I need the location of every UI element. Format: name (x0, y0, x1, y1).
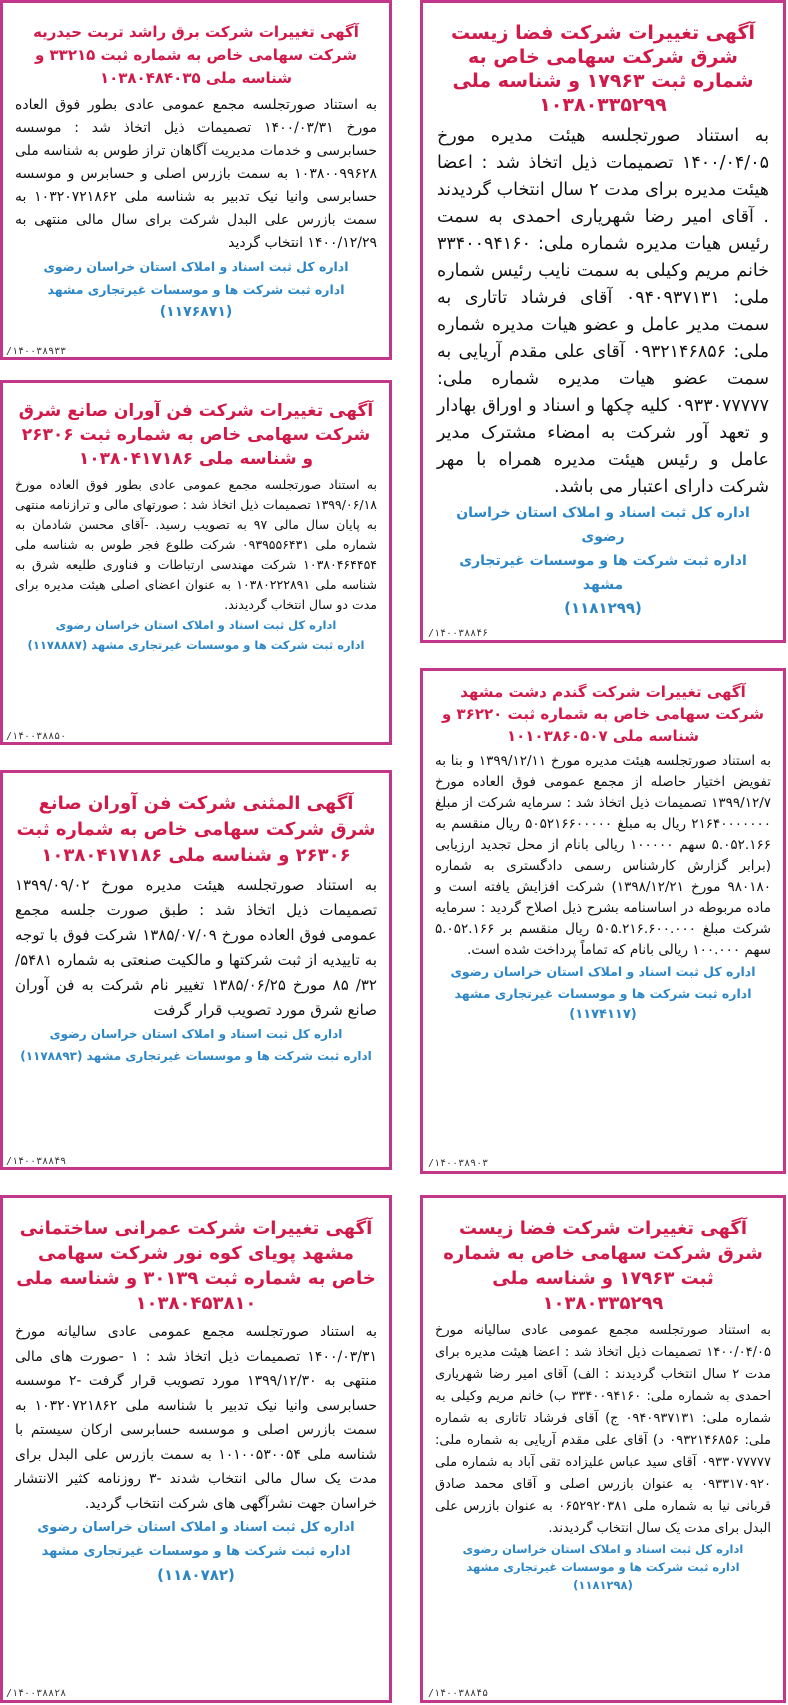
reference-number: /۱۴۰۰۳۸۸۴۹ (6, 1156, 67, 1167)
registry-office: اداره کل ثبت اسناد و املاک استان خراسان رضوی (37, 1520, 355, 1535)
notice-fazazist-board (420, 0, 786, 643)
notice-body: به استناد صورتجلسه مجمع عمومی عادی بطور فوق العاده مورخ ۱۳۹۹/۰۶/۱۸ تصمیمات ذیل اتخاذ شد : صورتهای مالی و ترازنامه منتهی به پایان سال مالی ۹۷ به تصویب رسید. -آقای محسن شادمان به شماره ملی ۰۹۳۹۵۵۶۴۳۱ شرکت طلوع فجر طوس به شناسه ملی ۱۰۳۸۰۴۶۴۴۵۴ شرکت مهندسی ارتباطات و فناوری طلیعه شرق به شناسه ملی ۱۰۳۸۰۲۲۲۸۹۱ به عنوان اعضای اصلی هیئت مدیره برای مدت دو سال انتخاب گردیدند. (15, 477, 377, 612)
notice-title: آگهی المثنی شرکت فن آوران صانع شرق شرکت سهامی خاص به شماره ثبت ۲۶۳۰۶ و شناسه ملی ۱۰۳۸۰۴۱۷۱۸۶ (16, 793, 376, 866)
registry-department: اداره ثبت شرکت ها و موسسات غیرتجاری مشهد (47, 282, 345, 297)
registry-department: اداره ثبت شرکت ها و موسسات غیرتجاری مشهد (۱۱۷۸۸۸۷) (27, 638, 365, 652)
notice-title: آگهی تغییرات شرکت فن آوران صانع شرق شرکت سهامی خاص به شماره ثبت ۲۶۳۰۶ و شناسه ملی ۱۰۳۸۰۴۱۷۱۸۶ (18, 401, 374, 469)
notice-code: (۱۱۸۰۷۸۲) (157, 1566, 235, 1584)
notice-body: به استناد صورتجلسه هیئت مدیره مورخ ۱۳۹۹/۰۹/۰۲ تصمیمات ذیل اتخاذ شد : طبق صورت جلسه مجمع عمومی فوق العاده مورخ ۱۳۸۵/۰۷/۰۹ شرکت فوق با توجه به تاییدیه از ثبت شرکتها و مالکیت صنعتی به شماره ۵۴۸۱/ ۳۲/ ۸۵ مورخ ۱۳۸۵/۰۶/۲۵ تغییر نام شرکت به فن آوران صانع شرق مورد تصویب قرار گرفت (15, 876, 377, 1019)
registry-department: اداره ثبت شرکت ها و موسسات غیرتجاری مشهد (۱۱۷۸۸۹۳) (20, 1049, 372, 1063)
registry-office: اداره کل ثبت اسناد و املاک استان خراسان رضوی (43, 259, 349, 274)
reference-number: /۱۴۰۰۳۸۹۰۳ (428, 1158, 489, 1169)
notice-title: آگهی تغییرات شرکت برق راشد تربت حیدریه شرکت سهامی خاص به شماره ثبت ۳۳۲۱۵ و شناسه ملی ۱۰۳۸۰۴۸۴۰۳۵ (33, 23, 359, 87)
notice-code: (۱۱۷۴۱۱۷) (569, 1007, 637, 1022)
notice-body: به استناد صورتجلسه مجمع عمومی عادی سالیانه مورخ ۱۴۰۰/۰۳/۳۱ تصمیمات ذیل اتخاذ شد : ۱ -صورت های مالی منتهی به ۱۳۹۹/۱۲/۳۰ مورد تصویب قرار گرفت -۲ موسسه حسابرسی وانیا نیک تدبیر با شناسه ملی ۱۰۳۲۰۷۲۱۸۶۲ به سمت بازرس اصلی و موسسه حسابرسی ارکان سیستم با شناسه ملی ۱۰۱۰۰۵۳۰۰۵۴ به سمت بازرس علی البدل برای مدت یک سال مالی انتخاب شدند -۳ روزنامه کثیر الانتشار خراسان جهت نشرآگهی های شرکت انتخاب گردید. (15, 1324, 377, 1512)
reference-number: /۱۴۰۰۳۸۸۲۸ (6, 1688, 67, 1699)
notice-body: به استناد صورتجلسه مجمع عمومی عادی سالیانه مورخ ۱۴۰۰/۰۴/۰۵ تصمیمات ذیل اتخاذ شد : اعضا هیئت مدیره برای مدت ۲ سال انتخاب گردیدند : الف) آقای امیر رضا شهریاری احمدی به شماره ملی: ۳۳۴۰۰۹۴۱۶۰ ب) خانم مریم وکیلی به شماره ملی: ۰۹۴۰۹۳۷۱۳۱ ج) آقای فرشاد تاتاری به شماره ملی: ۰۹۳۲۱۴۶۸۵۶ د) آقای علی مقدم آریایی به شماره ملی: ۰۹۳۳۰۷۷۷۷۷ آقای سید عباس علیزاده تقی آباد به شماره ملی ۰۹۳۳۱۷۰۹۲۰ به عنوان بازرس اصلی و آقای محمد صادق قربانی نیا به شماره ملی ۰۶۵۲۹۲۰۳۸۱ به عنوان بازرس علی البدل برای مدت یک سال انتخاب گردیدند. (435, 1323, 772, 1536)
notice-code: (۱۱۷۶۸۷۱) (159, 304, 233, 320)
reference-number: /۱۴۰۰۳۸۹۳۳ (6, 346, 67, 357)
notice-gandom-dasht (420, 668, 786, 1174)
registry-office: اداره کل ثبت اسناد و املاک استان خراسان رضوی (55, 618, 337, 632)
notice-title: آگهی تغییرات شرکت گندم دشت مشهد شرکت سهامی خاص به شماره ثبت ۳۶۲۲۰ و شناسه ملی ۱۰۱۰۳۸۶۰۵۰۷ (441, 683, 764, 745)
notice-code: (۱۱۸۱۲۹۹) (564, 599, 642, 617)
notice-title: آگهی تغییرات شرکت فضا زیست شرق شرکت سهامی خاص به شماره ثبت ۱۷۹۶۳ و شناسه ملی ۱۰۳۸۰۳۳۵۲۹۹ (450, 22, 756, 116)
notice-body: به استناد صورتجلسه مجمع عمومی عادی بطور فوق العاده مورخ ۱۴۰۰/۰۳/۳۱ تصمیمات ذیل اتخاذ شد : موسسه حسابرسی و خدمات مدیریت آگاهان تراز طوس به شناسه ملی ۱۰۳۸۰۰۹۹۶۲۸ به سمت بازرس اصلی و حسابرس و موسسه حسابرسی وانیا نیک تدبیر به شناسه ملی ۱۰۳۲۰۷۲۱۸۶۲ به سمت بازرس علی البدل شرکت برای سال مالی منتهی به ۱۴۰۰/۱۲/۲۹ انتخاب گردید (15, 97, 377, 251)
registry-department: اداره ثبت شرکت ها و موسسات غیرتجاری مشهد (454, 986, 752, 1001)
notice-fanavaran-changes (0, 380, 392, 745)
registry-department: اداره ثبت شرکت ها و موسسات غیرتجاری مشهد (41, 1544, 351, 1559)
notice-body: به استناد صورتجلسه هیئت مدیره مورخ ۱۴۰۰/۰۴/۰۵ تصمیمات ذیل اتخاذ شد : اعضا هیئت مدیره برای مدت ۲ سال انتخاب گردیدند . آقای امیر رضا شهریاری احمدی به سمت رئیس هیات مدیره شماره ملی: ۳۳۴۰۰۹۴۱۶۰ خانم مریم وکیلی به سمت نایب رئیس شماره ملی: ۰۹۴۰۹۳۷۱۳۱ آقای فرشاد تاتاری به سمت مدیر عامل و عضو هیات مدیره شماره ملی: ۰۹۳۲۱۴۶۸۵۶ آقای علی مقدم آریایی به سمت عضو هیات مدیره شماره ملی: ۰۹۳۳۰۷۷۷۷۷ کلیه چکها و اسناد و اوراق بهادار و تعهد آور شرکت به امضاء مشترک مدیر عامل و رئیس هیئت مدیره همراه با مهر شرکت دارای اعتبار می باشد. (437, 126, 770, 497)
notice-fazazist-assembly (420, 1195, 786, 1703)
notice-bargh-rashed (0, 0, 392, 360)
notice-fanavaran-duplicate (0, 770, 392, 1170)
registry-office: اداره کل ثبت اسناد و املاک استان خراسان رضوی (450, 964, 756, 979)
reference-number: /۱۴۰۰۳۸۸۴۶ (428, 628, 489, 639)
registry-department: اداره ثبت شرکت ها و موسسات غیرتجاری مشهد (۱۱۸۱۲۹۸) (466, 1560, 740, 1592)
notice-title: آگهی تغییرات شرکت فضا زیست شرق شرکت سهامی خاص به شماره ثبت ۱۷۹۶۳ و شناسه ملی ۱۰۳۸۰۳۳۵۲۹۹ (443, 1218, 763, 1314)
registry-office: اداره کل ثبت اسناد و املاک استان خراسان رضوی (456, 505, 750, 545)
notice-omrani-kuhnour (0, 1195, 392, 1703)
reference-number: /۱۴۰۰۳۸۸۵۰ (6, 731, 67, 742)
registry-office: اداره کل ثبت اسناد و املاک استان خراسان رضوی (49, 1027, 343, 1041)
notice-title: آگهی تغییرات شرکت عمرانی ساختمانی مشهد پویای کوه نور شرکت سهامی خاص به شماره ثبت ۳۰۱۳۹ و شناسه ملی ۱۰۳۸۰۴۵۳۸۱۰ (16, 1218, 376, 1314)
notice-body: به استناد صورتجلسه هیئت مدیره مورخ ۱۳۹۹/۱۲/۱۱ و بنا به تفویض اختیار حاصله از مجمع عمومی فوق العاده مورخ ۱۳۹۹/۱۲/۷ تصمیمات ذیل اتخاذ شد : سرمایه شرکت از مبلغ ۲۱۶۴۰۰۰۰۰۰۰ ریال به مبلغ ۵۰۵۲۱۶۶۰۰۰۰۰ ریال منقسم به ۵.۰۵۲.۱۶۶ سهم ۱۰۰۰۰۰ ریالی بانام از محل تجدید ارزیابی (برابر گزارش کارشناس رسمی دادگستری به شماره ۹۸۰۱۸۰ مورخ ۱۳۹۸/۱۲/۲۱) شرکت افزایش یافته است و ماده مربوطه در اساسنامه بشرح ذیل اصلاح گردید : سرمایه شرکت مبلغ ۵۰۵.۲۱۶.۶۰۰.۰۰۰ ریال منقسم بر ۵.۰۵۲.۱۶۶ سهم ۱۰۰.۰۰۰ ریالی بانام که تماماً پرداخت شده است. (435, 753, 771, 958)
reference-number: /۱۴۰۰۳۸۸۴۵ (428, 1688, 489, 1699)
registry-office: اداره کل ثبت اسناد و املاک استان خراسان رضوی (462, 1542, 744, 1556)
registry-department: اداره ثبت شرکت ها و موسسات غیرتجاری مشهد (459, 553, 747, 593)
